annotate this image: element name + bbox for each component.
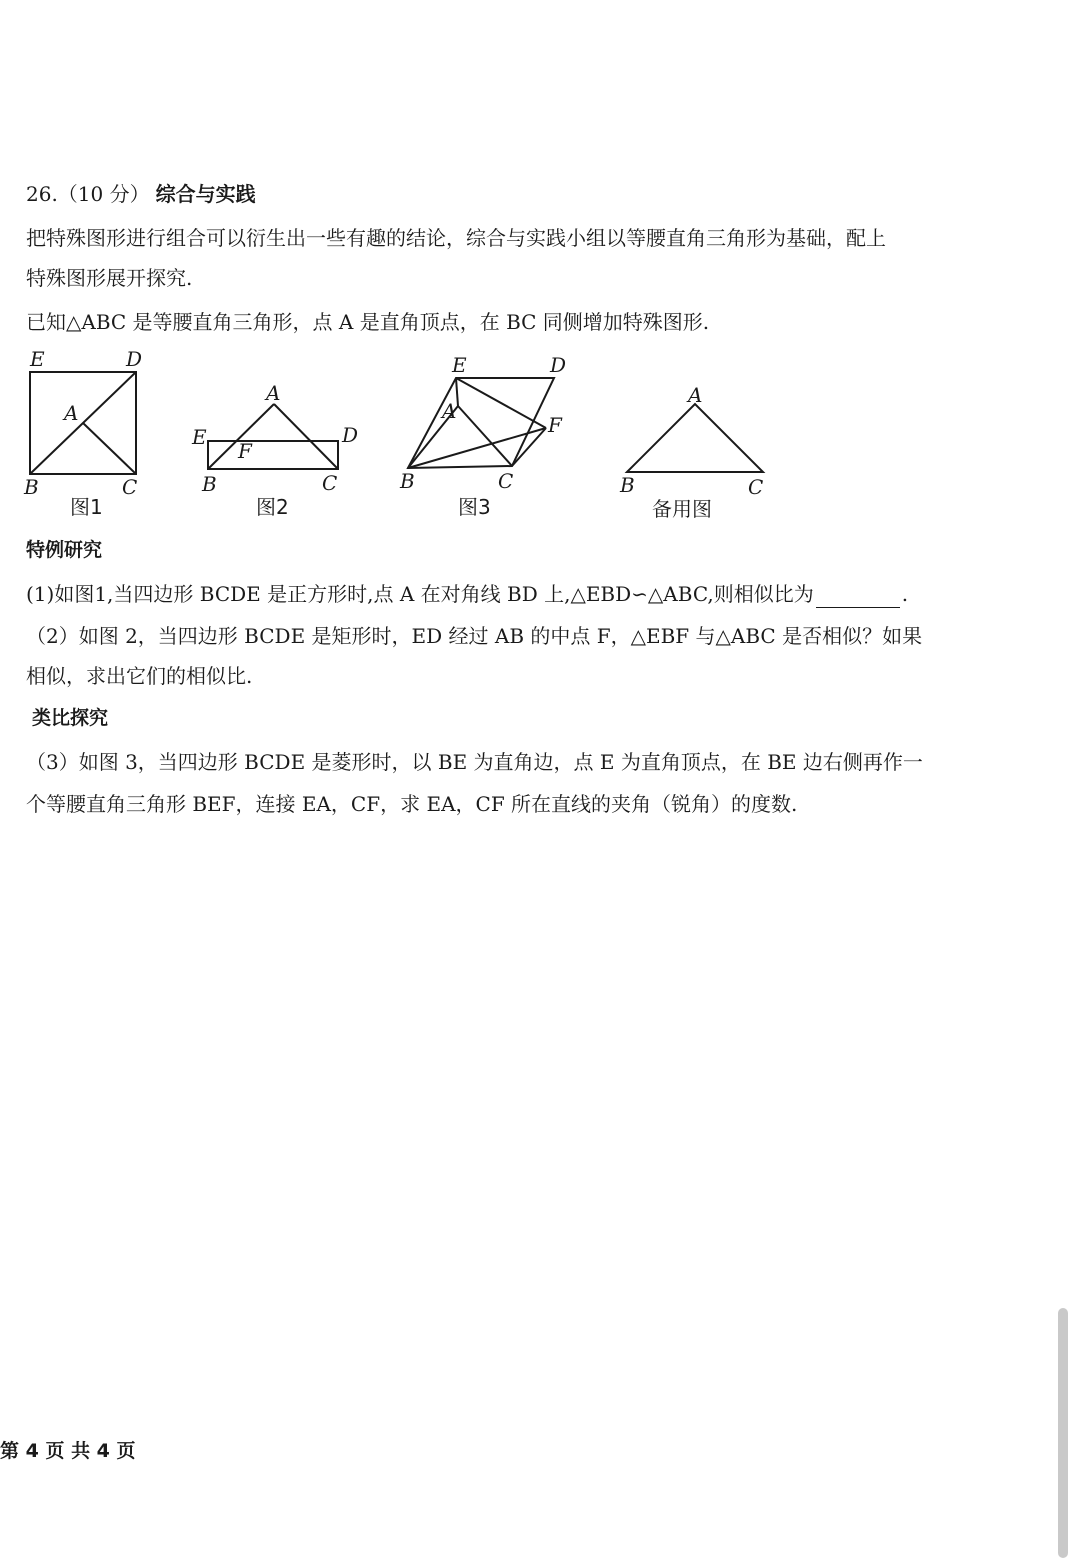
figures-row: [0, 340, 800, 530]
page-footer: 第 4 页 共 4 页: [0, 1440, 136, 1462]
fig2-label-b: B: [202, 472, 217, 496]
fig3-label-c: C: [498, 469, 514, 493]
fig3-side-ef: [456, 378, 546, 428]
fig2-label-a: A: [266, 381, 281, 405]
scrollbar[interactable]: [1058, 1308, 1068, 1558]
fig3-side-bf: [408, 428, 546, 468]
fig3-label-e: E: [452, 353, 467, 377]
question-number: 26.（10 分）: [26, 182, 150, 206]
spare-label-a: A: [688, 383, 703, 407]
fig2-rectangle: [208, 441, 338, 469]
fig2-side-ac: [274, 404, 338, 469]
question-header: [26, 180, 256, 208]
fig1-label-e: E: [30, 347, 45, 371]
fig3-label-d: D: [550, 353, 567, 377]
figure-spare: [619, 383, 763, 521]
fig2-label-e: E: [192, 425, 207, 449]
fig1-caption: 图1: [70, 495, 103, 519]
fig1-segment-ac: [83, 423, 136, 474]
spare-triangle: [627, 404, 763, 472]
fig2-label-c: C: [322, 471, 338, 495]
question-3-line-2: 个等腰直角三角形 BEF，连接 EA，CF，求 EA，CF 所在直线的夹角（锐角）的度数.: [26, 792, 798, 816]
fig1-label-c: C: [122, 475, 138, 499]
spare-label-b: B: [620, 473, 635, 497]
question-topic: 综合与实践: [155, 182, 256, 206]
spare-label-c: C: [748, 475, 764, 499]
fig1-label-d: D: [126, 347, 143, 371]
given-statement: 已知△ABC 是等腰直角三角形，点 A 是直角顶点，在 BC 同侧增加特殊图形.: [26, 310, 710, 334]
fig3-label-f: F: [548, 413, 562, 437]
figure-1: [23, 347, 142, 519]
fig2-label-d: D: [342, 423, 359, 447]
q1-end: .: [901, 582, 909, 606]
question-2-line-2: 相似，求出它们的相似比.: [26, 664, 253, 688]
fig3-side-ac: [458, 406, 512, 466]
fig3-label-b: B: [400, 469, 415, 493]
answer-blank[interactable]: [816, 585, 900, 608]
section-title-special-cases: 特例研究: [26, 539, 103, 561]
fig2-label-f: F: [238, 439, 252, 463]
figure-3: [399, 353, 566, 519]
section-title-analogy: 类比探究: [32, 707, 109, 729]
question-2-line-1: （2）如图 2，当四边形 BCDE 是矩形时，ED 经过 AB 的中点 F，△EBF 与△ABC 是否相似？如果: [26, 624, 923, 648]
intro-line-1: 把特殊图形进行组合可以衍生出一些有趣的结论，综合与实践小组以等腰直角三角形为基础，配上: [26, 226, 886, 250]
intro-line-2: 特殊图形展开探究.: [26, 266, 193, 290]
fig3-caption: 图3: [458, 495, 491, 519]
fig1-label-a: A: [64, 401, 79, 425]
q1-text: (1)如图1,当四边形 BCDE 是正方形时,点 A 在对角线 BD 上,△EBD∽△ABC,则相似比为: [26, 582, 814, 606]
fig2-caption: 图2: [256, 495, 289, 519]
question-1: [26, 580, 908, 608]
figure-2: [191, 381, 358, 519]
spare-caption: 备用图: [652, 497, 712, 521]
fig1-label-b: B: [24, 475, 39, 499]
question-3-line-1: （3）如图 3，当四边形 BCDE 是菱形时，以 BE 为直角边，点 E 为直角顶点，在 BE 边右侧再作一: [26, 750, 923, 774]
fig3-label-a: A: [442, 399, 457, 423]
